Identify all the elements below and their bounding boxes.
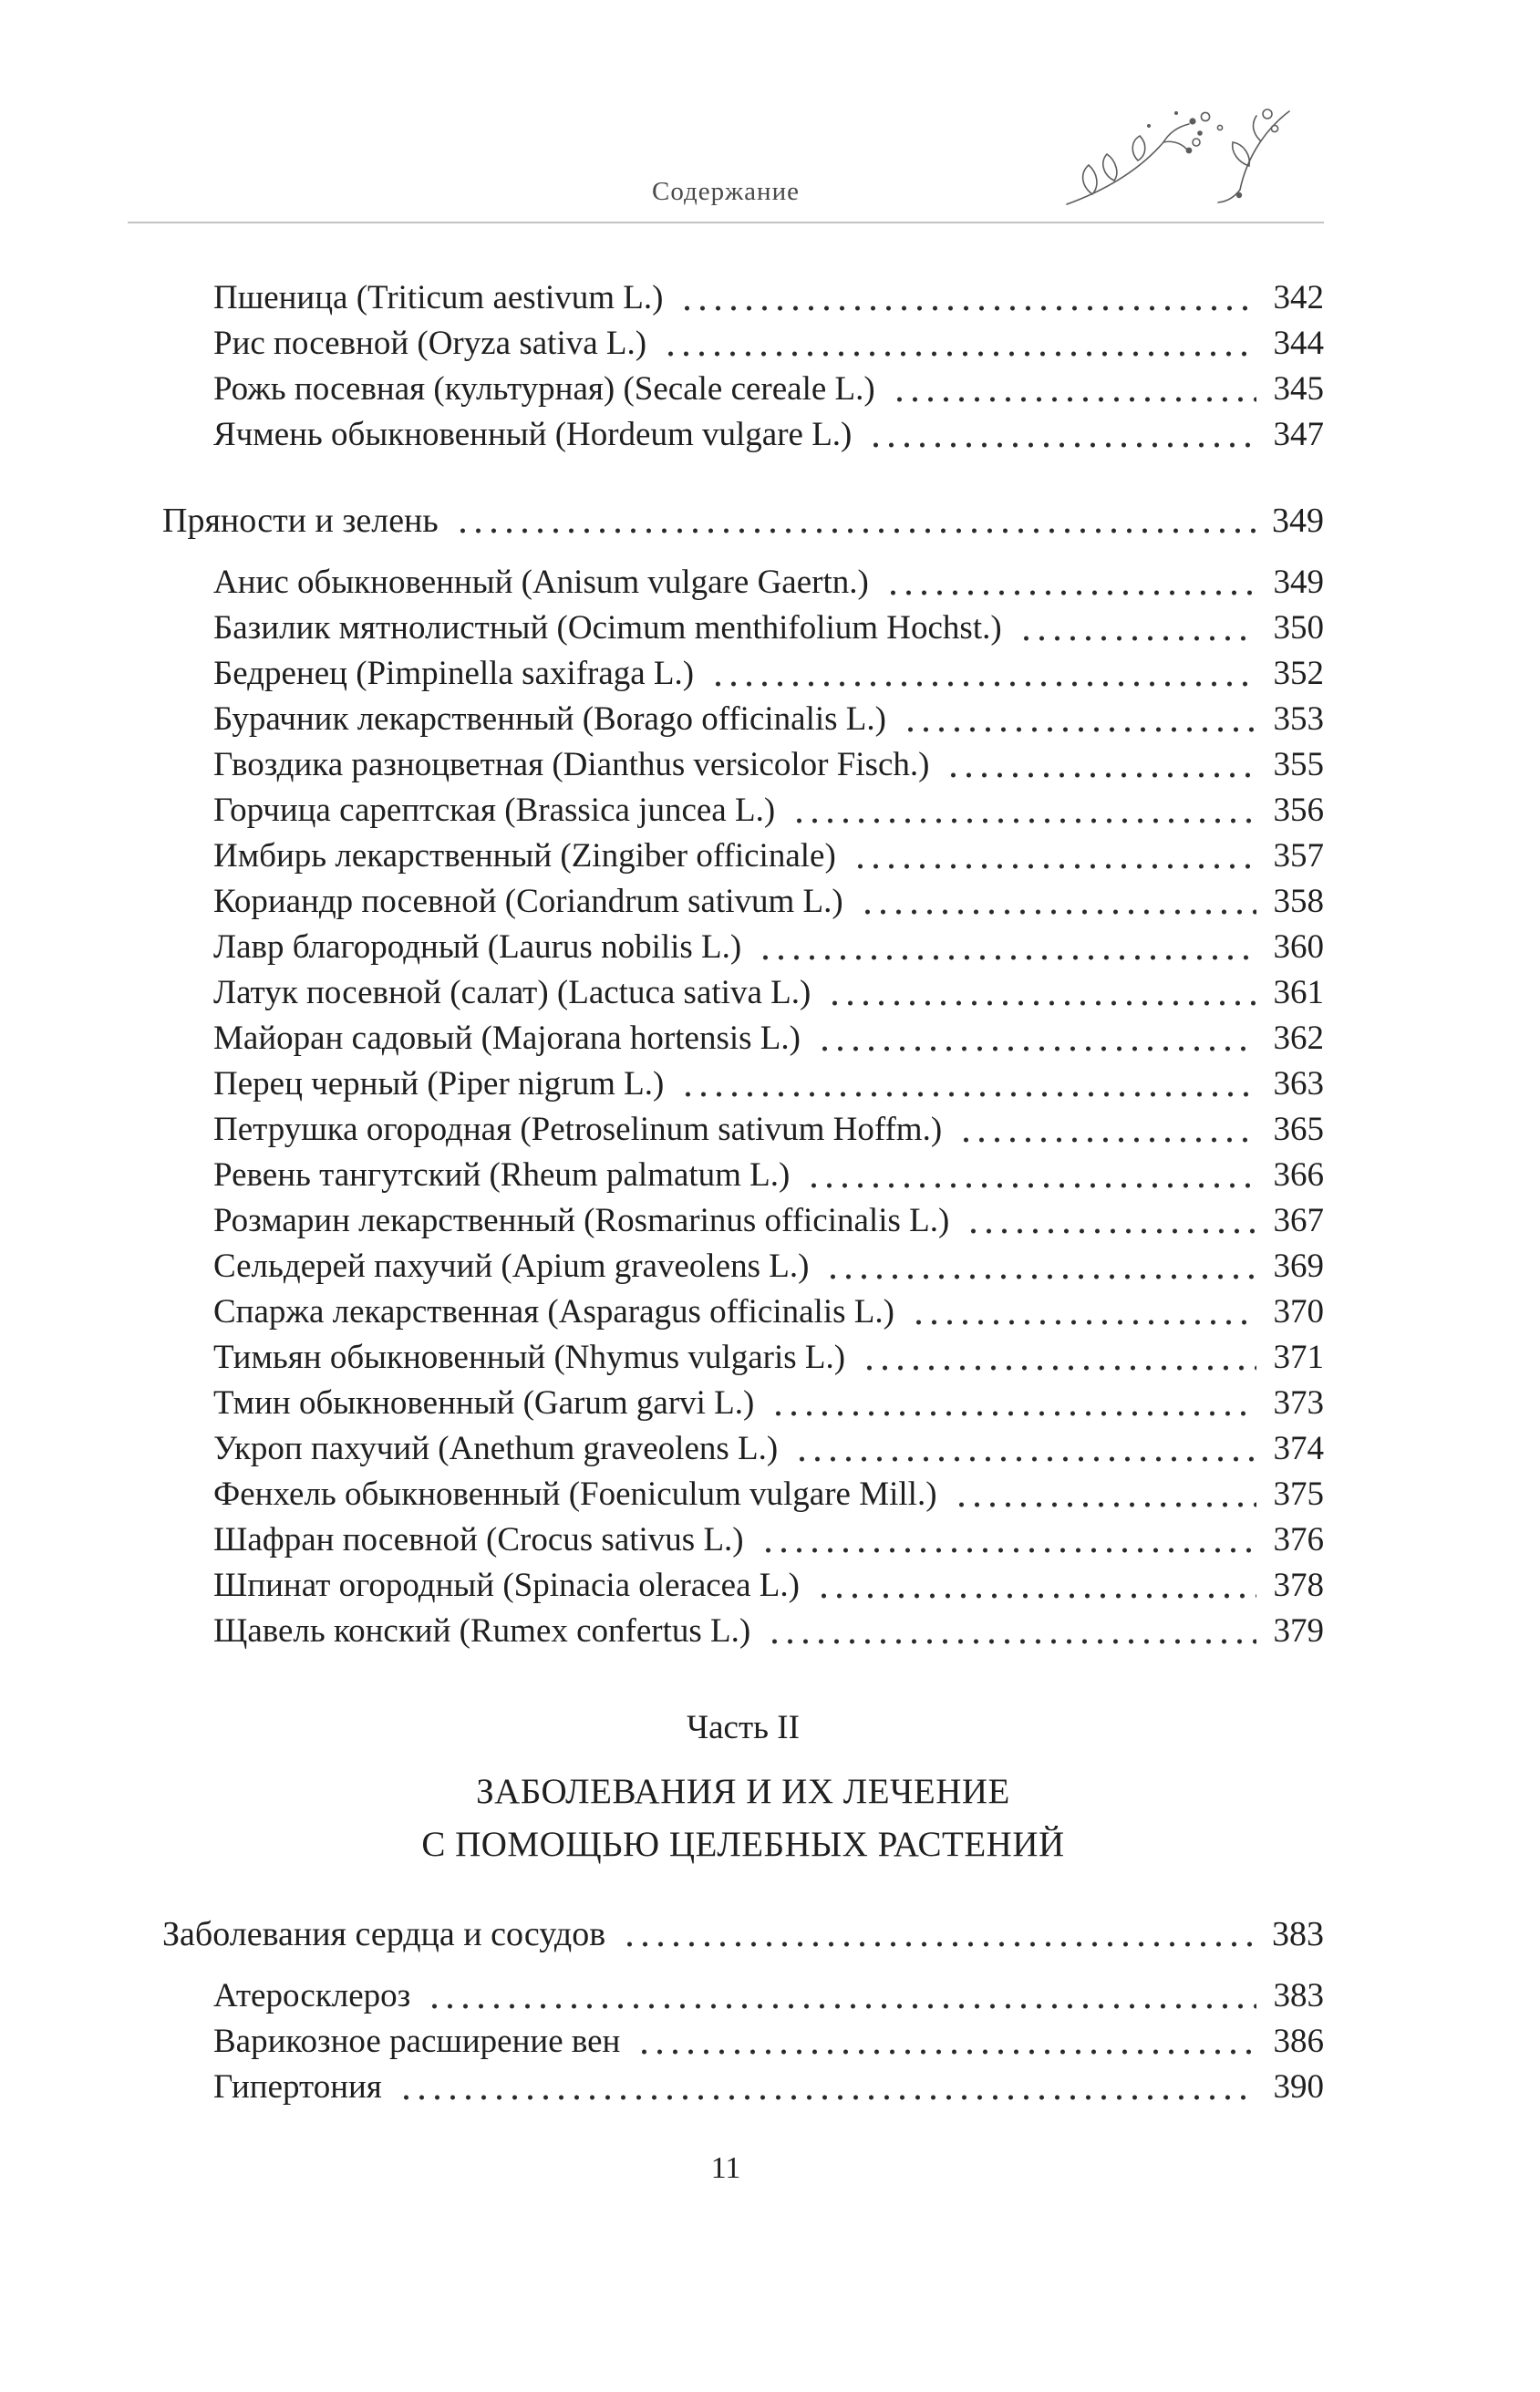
toc-entry-row [162, 788, 1324, 834]
dot-leader [953, 1107, 1256, 1153]
toc-entry-row [162, 2065, 1324, 2110]
dot-leader [705, 651, 1256, 697]
toc-entry-title: Перец черный (Piper nigrum L.) [213, 1065, 665, 1103]
toc-entry-title: Кориандр посевной (Coriandrum sativum L.) [213, 883, 843, 920]
dot-leader [421, 1973, 1256, 2019]
toc-entry-row [162, 834, 1324, 879]
toc-section-page: 349 [1272, 502, 1324, 540]
dot-leader [761, 1609, 1256, 1654]
toc-section-page: 383 [1272, 1915, 1324, 1953]
toc-entry-row [162, 1563, 1324, 1609]
toc-entry-row [162, 1289, 1324, 1335]
dot-leader [863, 412, 1256, 458]
toc-entry-row [162, 925, 1324, 970]
toc-entry-page: 362 [1273, 1020, 1324, 1057]
toc-entry-page: 356 [1273, 792, 1324, 829]
toc-entry-row [162, 606, 1324, 651]
dot-leader [948, 1472, 1256, 1517]
toc-entry-row [162, 970, 1324, 1016]
toc-entry-page: 347 [1273, 416, 1324, 453]
dot-leader [616, 1911, 1256, 1957]
dot-leader [940, 742, 1256, 788]
dot-leader [886, 367, 1256, 412]
toc-entry-title: Тмин обыкновенный (Garum garvi L.) [213, 1384, 755, 1422]
toc-entry-page: 378 [1273, 1567, 1324, 1604]
toc-entry-page: 361 [1273, 974, 1324, 1011]
dot-leader [960, 1198, 1256, 1244]
toc-entry-row [162, 1244, 1324, 1289]
dot-leader [674, 275, 1256, 321]
dot-leader [765, 1381, 1256, 1426]
toc-entry-title: Спаржа лекарственная (Asparagus officinalis L.) [213, 1293, 894, 1331]
toc-entry-row [162, 1426, 1324, 1472]
toc-entry-title: Атеросклероз [213, 1977, 411, 2014]
toc-entry-title: Гвоздика разноцветная (Dianthus versicolor Fisch.) [213, 746, 930, 783]
toc-entry-page: 375 [1273, 1476, 1324, 1513]
toc-entry-title: Петрушка огородная (Petroselinum sativum Hoffm.) [213, 1111, 943, 1148]
toc-entry-page: 365 [1273, 1111, 1324, 1148]
toc-entry-row [162, 1061, 1324, 1107]
toc-entry-row [162, 275, 1324, 321]
toc-entry-title: Ревень тангутский (Rheum palmatum L.) [213, 1156, 791, 1194]
toc-entry-row [162, 2019, 1324, 2065]
toc-entry-row [162, 1472, 1324, 1517]
dot-leader [811, 1563, 1256, 1609]
toc-entry-page: 344 [1273, 325, 1324, 362]
dot-leader [675, 1061, 1256, 1107]
toc-entry-row [162, 412, 1324, 458]
part-title-line2: С ПОМОЩЬЮ ЦЕЛЕБНЫХ РАСТЕНИЙ [421, 1825, 1065, 1864]
toc-entry-page: 383 [1273, 1977, 1324, 2014]
toc-entry-title: Базилик мятнолистный (Ocimum menthifolium Hochst.) [213, 609, 1002, 647]
toc-entry-title: Фенхель обыкновенный (Foeniculum vulgare Mill.) [213, 1476, 937, 1513]
toc-entry-row [162, 1517, 1324, 1563]
toc-entry-title: Варикозное расширение вен [213, 2023, 621, 2060]
toc-entry-title: Гипертония [213, 2068, 382, 2106]
toc-entry-title: Тимьян обыкновенный (Nhymus vulgaris L.) [213, 1339, 846, 1376]
toc-entry-title: Ячмень обыкновенный (Hordeum vulgare L.) [213, 416, 853, 453]
toc-entry-page: 369 [1273, 1248, 1324, 1285]
toc-entry-row [162, 560, 1324, 606]
toc-entry-title: Горчица сарептская (Brassica juncea L.) [213, 792, 776, 829]
toc-entry-title: Имбирь лекарственный (Zingiber officinale) [213, 837, 836, 875]
toc-entry-title: Укроп пахучий (Anethum graveolens L.) [213, 1430, 779, 1467]
toc-entry-row [162, 1107, 1324, 1153]
toc-entry-title: Рожь посевная (культурная) (Secale cereale L.) [213, 370, 875, 408]
toc-entry-title: Анис обыкновенный (Anisum vulgare Gaertn.) [213, 564, 869, 601]
toc-entry-row [162, 1335, 1324, 1381]
toc-entry-page: 367 [1273, 1202, 1324, 1239]
toc-section-row [162, 1911, 1324, 1957]
dot-leader [822, 970, 1256, 1016]
toc-entry-page: 386 [1273, 2023, 1324, 2060]
toc-entry-title: Бурачник лекарственный (Borago officinalis L.) [213, 700, 886, 738]
toc-entry-row [162, 742, 1324, 788]
toc-entry-title: Шпинат огородный (Spinacia oleracea L.) [213, 1567, 800, 1604]
toc-entry-row [162, 321, 1324, 367]
toc-entry-title: Розмарин лекарственный (Rosmarinus officinalis L.) [213, 1202, 950, 1239]
toc-section-row [162, 498, 1324, 544]
toc-entry-title: Бедренец (Pimpinella saxifraga L.) [213, 655, 695, 692]
dot-leader [450, 498, 1256, 544]
dot-leader [854, 879, 1256, 925]
toc-entry-row [162, 879, 1324, 925]
toc-entry-page: 349 [1273, 564, 1324, 601]
dot-leader [811, 1016, 1256, 1061]
part-kicker: Часть II [687, 1709, 800, 1746]
toc-entry-page: 353 [1273, 700, 1324, 738]
toc-entry-page: 366 [1273, 1156, 1324, 1194]
toc-entry-page: 363 [1273, 1065, 1324, 1103]
toc-entry-row [162, 367, 1324, 412]
dot-leader [905, 1289, 1256, 1335]
dot-leader [847, 834, 1256, 879]
dot-leader [820, 1244, 1256, 1289]
toc-entry-row [162, 1153, 1324, 1198]
dot-leader [393, 2065, 1256, 2110]
floral-ornament-icon [1059, 100, 1298, 221]
toc-entry-page: 355 [1273, 746, 1324, 783]
part-title-line1: ЗАБОЛЕВАНИЯ И ИХ ЛЕЧЕНИЕ [476, 1772, 1010, 1811]
toc-entry-title: Рис посевной (Oryza sativa L.) [213, 325, 647, 362]
dot-leader [897, 697, 1256, 742]
toc-entry-row [162, 1381, 1324, 1426]
toc-entry-row [162, 651, 1324, 697]
toc-section-title: Пряности и зелень [162, 502, 439, 540]
toc-entry-page: 373 [1273, 1384, 1324, 1422]
toc-entry-page: 358 [1273, 883, 1324, 920]
dot-leader [755, 1517, 1256, 1563]
dot-leader [786, 788, 1256, 834]
toc-entry-row [162, 1198, 1324, 1244]
toc-entry-title: Щавель конский (Rumex confertus L.) [213, 1612, 751, 1650]
toc-entry-row [162, 697, 1324, 742]
dot-leader [789, 1426, 1256, 1472]
toc-entry-title: Шафран посевной (Crocus sativus L.) [213, 1521, 744, 1558]
toc-entry-page: 374 [1273, 1430, 1324, 1467]
toc-entry-page: 371 [1273, 1339, 1324, 1376]
dot-leader [880, 560, 1256, 606]
toc-entry-page: 370 [1273, 1293, 1324, 1331]
toc-entry-page: 390 [1273, 2068, 1324, 2106]
toc-entry-page: 357 [1273, 837, 1324, 875]
toc-entry-page: 360 [1273, 928, 1324, 966]
dot-leader [801, 1153, 1256, 1198]
header-divider [128, 222, 1324, 223]
dot-leader [657, 321, 1256, 367]
page-header-title: Содержание [652, 177, 800, 206]
toc-entry-page: 342 [1273, 279, 1324, 316]
toc-section-title: Заболевания сердца и сосудов [162, 1915, 606, 1953]
toc-entry-row [162, 1973, 1324, 2019]
toc-entry-row [162, 1609, 1324, 1654]
dot-leader [856, 1335, 1256, 1381]
toc-entry-title: Сельдерей пахучий (Apium graveolens L.) [213, 1248, 810, 1285]
part-heading [162, 1705, 1324, 1871]
toc-entry-title: Лавр благородный (Laurus nobilis L.) [213, 928, 742, 966]
dot-leader [631, 2019, 1256, 2065]
dot-leader [1013, 606, 1256, 651]
toc-entry-page: 376 [1273, 1521, 1324, 1558]
toc-entry-title: Майоран садовый (Majorana hortensis L.) [213, 1020, 801, 1057]
toc-entry-page: 350 [1273, 609, 1324, 647]
toc-entry-title: Пшеница (Triticum aestivum L.) [213, 279, 664, 316]
toc-entry-page: 379 [1273, 1612, 1324, 1650]
toc-entry-page: 345 [1273, 370, 1324, 408]
toc-entry-title: Латук посевной (салат) (Lactuca sativa L.) [213, 974, 811, 1011]
page-number: 11 [710, 2151, 741, 2185]
toc-entry-row [162, 1016, 1324, 1061]
dot-leader [752, 925, 1256, 970]
table-of-contents [162, 275, 1324, 2110]
toc-entry-page: 352 [1273, 655, 1324, 692]
